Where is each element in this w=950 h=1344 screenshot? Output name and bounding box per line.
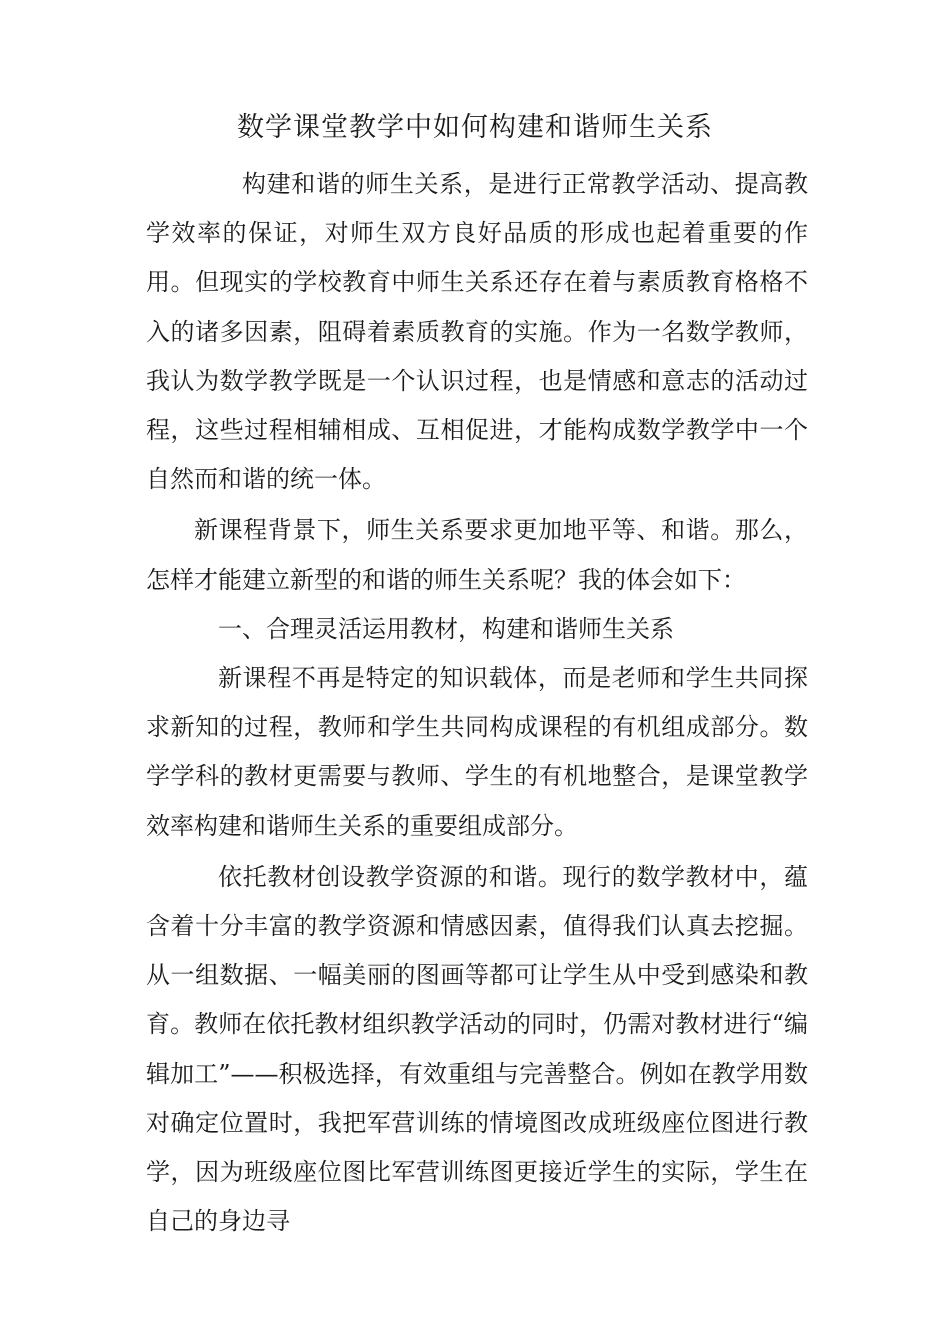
paragraph-intro: 构建和谐的师生关系，是进行正常教学活动、提高教学效率的保证，对师生双方良好品质的形成也起着重要的作用。但现实的学校教育中师生关系还存在着与素质教育格格不入的诸多因素，阻碍着素质教育的实施。作为一名数学教师，我认为数学教学既是一个认识过程，也是情感和意志的活动过程，这些过程相辅相成、互相促进，才能构成数学教学中一个自然而和谐的统一体。: [146, 170, 808, 494]
document-title: 数学课堂教学中如何构建和谐师生关系: [237, 112, 713, 143]
document-body: [146, 160, 808, 1246]
section-heading-1: 一、合理灵活运用教材，构建和谐师生关系: [218, 614, 674, 643]
paragraph-background: 新课程背景下，师生关系要求更加地平等、和谐。那么，怎样才能建立新型的和谐的师生关系呢？我的体会如下：: [146, 516, 808, 594]
paragraph-textbook-resources: 依托教材创设教学资源的和谐。现行的数学教材中，蕴含着十分丰富的教学资源和情感因素，值得我们认真去挖掘。从一组数据、一幅美丽的图画等都可让学生从中受到感染和教育。教师在依托教材组织教学活动的同时，仍需对教材进行“编辑加工”——积极选择，有效重组与完善整合。例如在教学用数对确定位置时，我把军营训练的情境图改成班级座位图进行教学，因为班级座位图比军营训练图更接近学生的实际，学生在自己的身边寻: [146, 862, 808, 1236]
paragraph-new-curriculum: 新课程不再是特定的知识载体，而是老师和学生共同探求新知的过程，教师和学生共同构成课程的有机组成部分。数学学科的教材更需要与教师、学生的有机地整合，是课堂教学效率构建和谐师生关系的重要组成部分。: [146, 664, 808, 840]
